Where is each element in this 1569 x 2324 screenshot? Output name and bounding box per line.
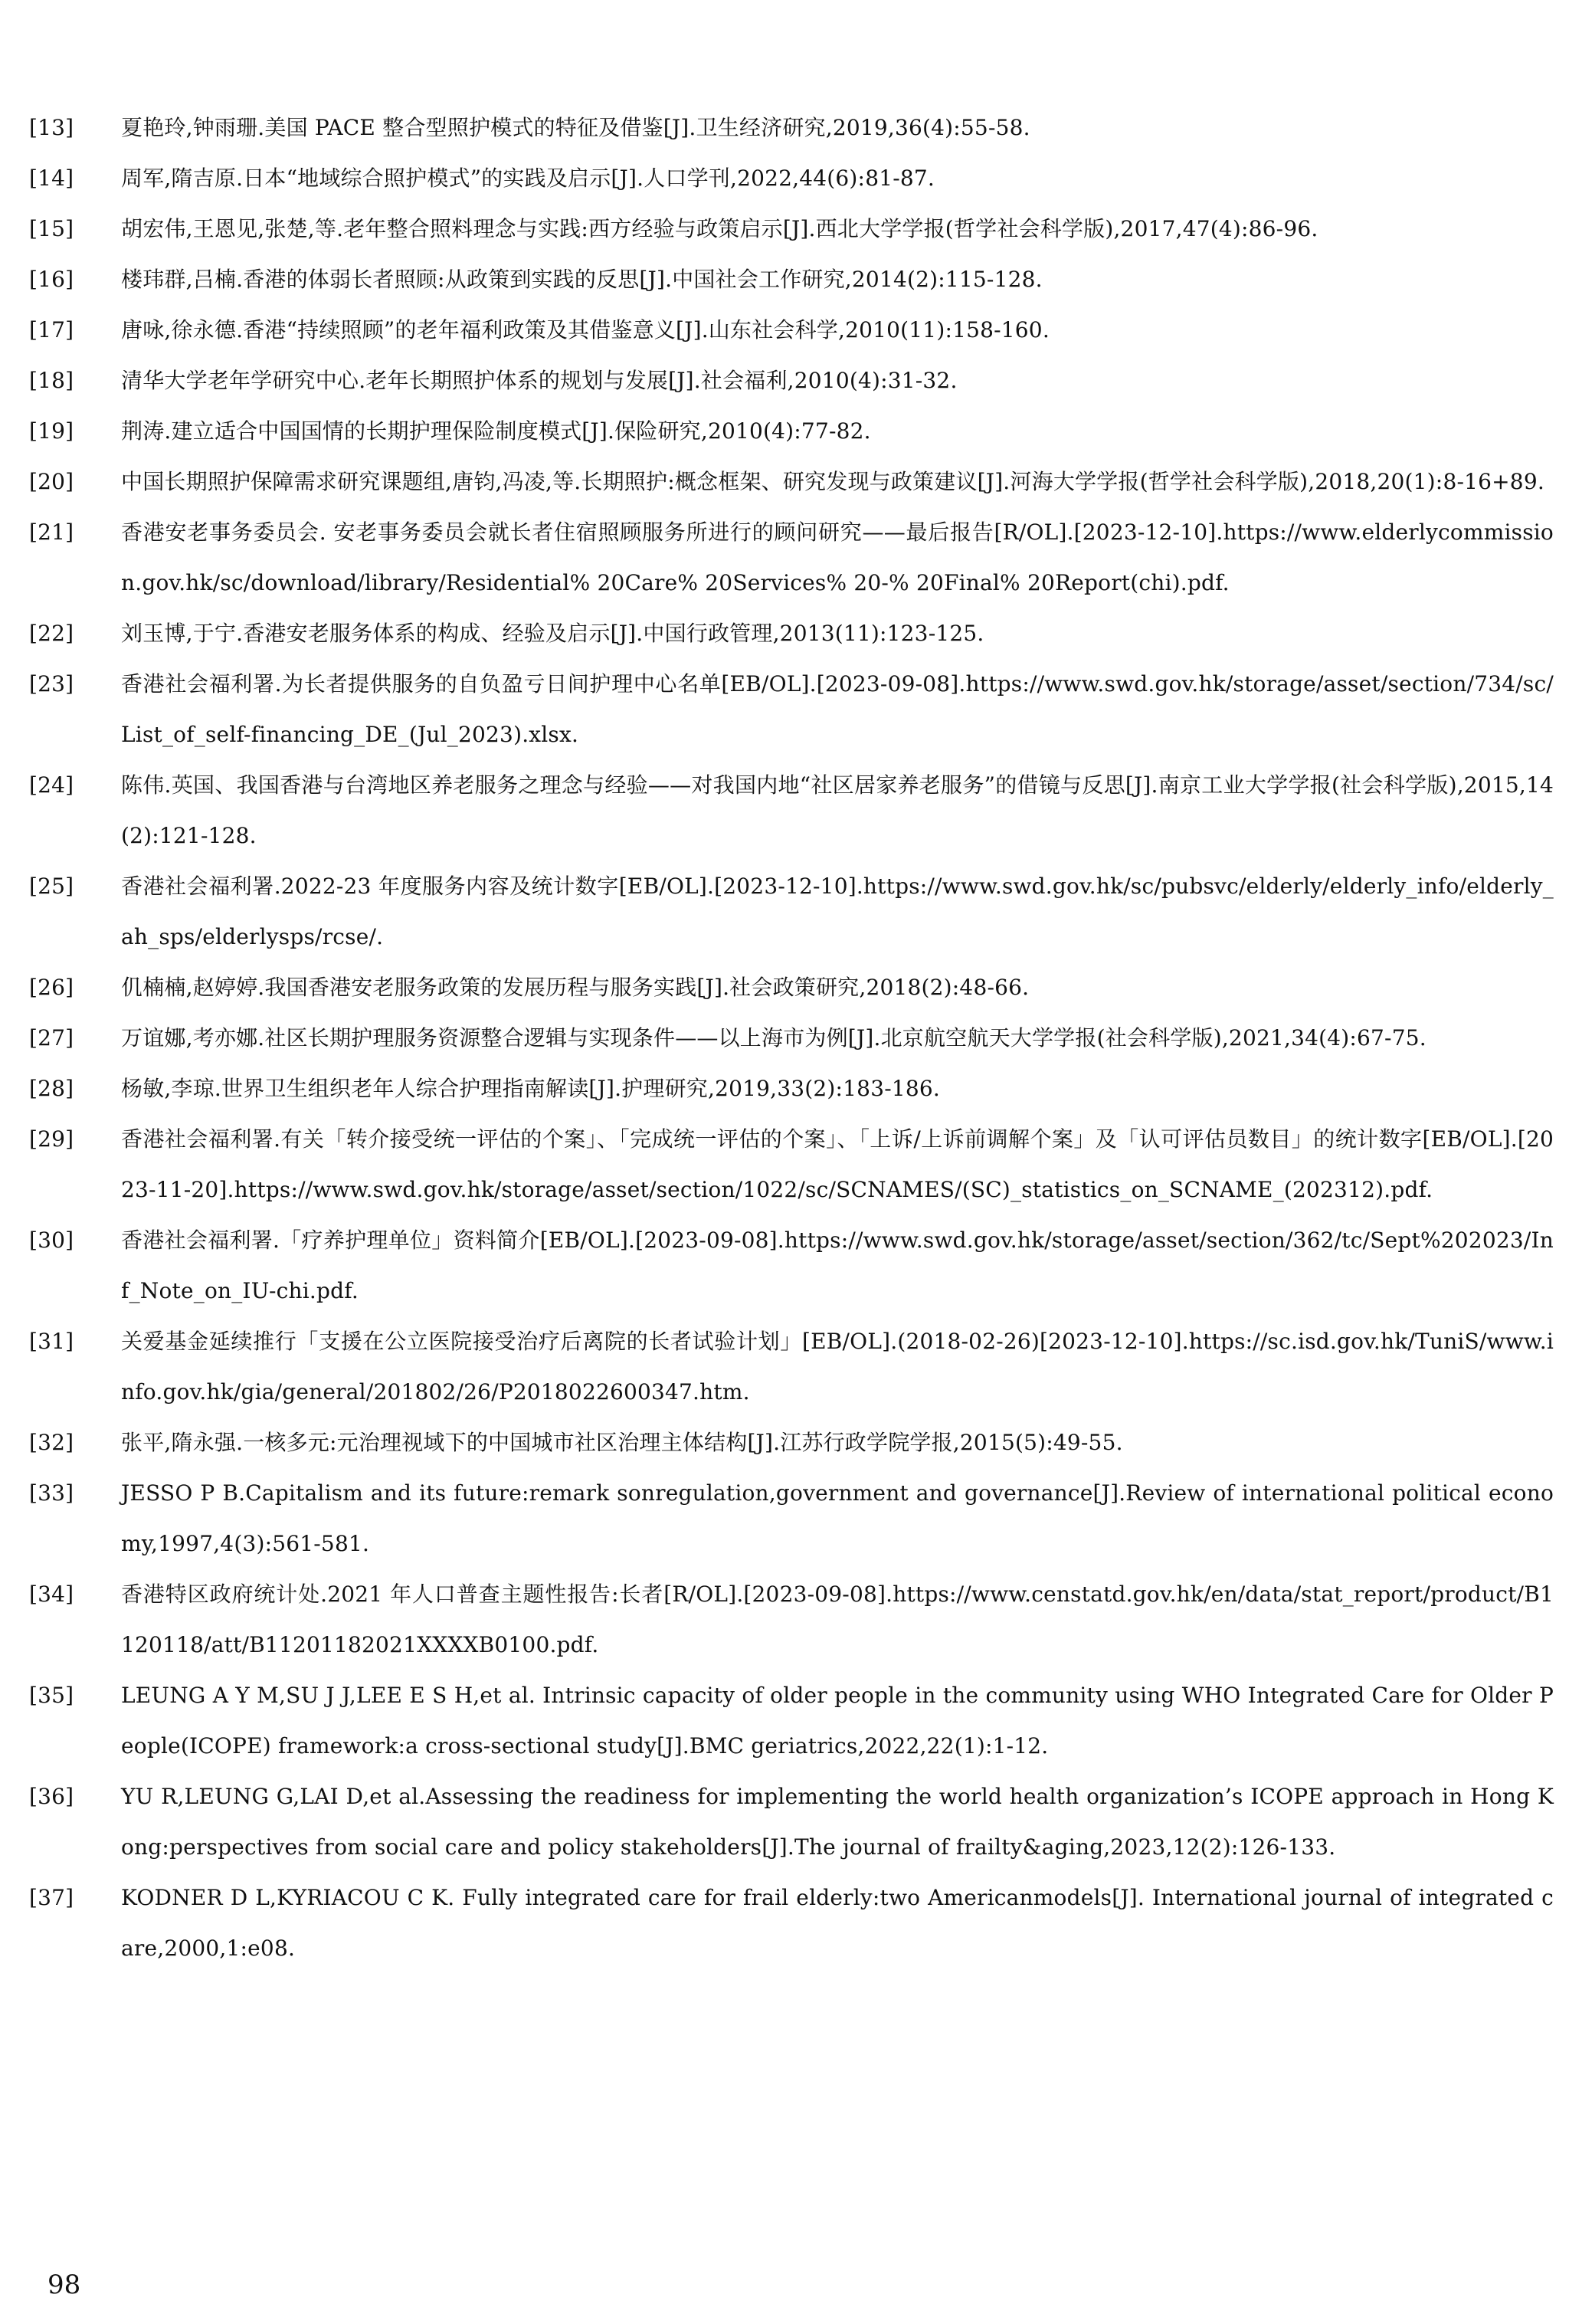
reference-item <box>29 1772 1554 1873</box>
reference-text: 荆涛.建立适合中国国情的长期护理保险制度模式[J].保险研究,2010(4):77-82. <box>121 418 871 444</box>
reference-number: [29] <box>29 1126 74 1152</box>
reference-number: [25] <box>29 874 74 899</box>
reference-number: [31] <box>29 1329 74 1354</box>
reference-number: [18] <box>29 368 74 393</box>
reference-text: LEUNG A Y M,SU J J,LEE E S H,et al. Intrinsic capacity of older people in the community using WHO Integrated Care for Older People(ICOPE) framework:a cross-sectional study[J].BMC geriatrics,2022,22(1):1-12. <box>121 1683 1554 1759</box>
reference-text: 陈伟.英国、我国香港与台湾地区养老服务之理念与经验——对我国内地“社区居家养老服务”的借镜与反思[J].南京工业大学学报(社会科学版),2015,14(2):121-128. <box>121 772 1554 848</box>
reference-number: [15] <box>29 216 74 241</box>
reference-item <box>29 1569 1554 1670</box>
reference-number: [30] <box>29 1228 74 1253</box>
reference-item <box>29 1418 1554 1468</box>
reference-number: [21] <box>29 520 74 545</box>
reference-number: [17] <box>29 317 74 343</box>
reference-text: 仉楠楠,赵婷婷.我国香港安老服务政策的发展历程与服务实践[J].社会政策研究,2018(2):48-66. <box>121 975 1030 1000</box>
reference-text: 香港安老事务委员会. 安老事务委员会就长者住宿照顾服务所进行的顾问研究——最后报告[R/OL].[2023-12-10].https://www.elderlycommission.gov.hk/sc/download/library/Residential% 20Care% 20Services% 20-% 20Final% 20Report(chi).pdf. <box>121 520 1554 595</box>
reference-item <box>29 507 1554 608</box>
reference-text: 周军,隋吉原.日本“地域综合照护模式”的实践及启示[J].人口学刊,2022,44(6):81-87. <box>121 166 935 191</box>
reference-text: 香港特区政府统计处.2021 年人口普查主题性报告:长者[R/OL].[2023-09-08].https://www.censtatd.gov.hk/en/data/stat_report/product/B1120118/att/B11201182021XXXXB0100.pdf. <box>121 1582 1554 1657</box>
page-number: 98 <box>47 2270 81 2300</box>
reference-item <box>29 305 1554 356</box>
reference-text: 香港社会福利署.2022-23 年度服务内容及统计数字[EB/OL].[2023-12-10].https://www.swd.gov.hk/sc/pubsvc/elderly/elderly_info/elderly_ah_sps/elderlysps/rcse/. <box>121 874 1554 949</box>
reference-item <box>29 659 1554 760</box>
reference-item <box>29 962 1554 1013</box>
reference-item <box>29 861 1554 962</box>
reference-item <box>29 103 1554 153</box>
reference-item <box>29 1468 1554 1569</box>
reference-text: KODNER D L,KYRIACOU C K. Fully integrated care for frail elderly:two Americanmodels[J]. International journal of integrated care,2000,1:e08. <box>121 1885 1554 1961</box>
reference-item <box>29 254 1554 305</box>
reference-number: [32] <box>29 1430 74 1455</box>
reference-item <box>29 457 1554 507</box>
reference-number: [26] <box>29 975 74 1000</box>
reference-item <box>29 153 1554 204</box>
reference-item <box>29 760 1554 861</box>
reference-number: [16] <box>29 267 74 292</box>
reference-text: 香港社会福利署.「疗养护理单位」资料简介[EB/OL].[2023-09-08].https://www.swd.gov.hk/storage/asset/section/362/tc/Sept%202023/Inf_Note_on_IU-chi.pdf. <box>121 1228 1554 1303</box>
reference-number: [33] <box>29 1480 74 1506</box>
reference-number: [35] <box>29 1683 74 1708</box>
reference-item <box>29 1064 1554 1114</box>
reference-text: 万谊娜,考亦娜.社区长期护理服务资源整合逻辑与实现条件——以上海市为例[J].北京航空航天大学学报(社会科学版),2021,34(4):67-75. <box>121 1025 1427 1051</box>
reference-text: 杨敏,李琼.世界卫生组织老年人综合护理指南解读[J].护理研究,2019,33(2):183-186. <box>121 1076 941 1101</box>
reference-text: 香港社会福利署.为长者提供服务的自负盈亏日间护理中心名单[EB/OL].[2023-09-08].https://www.swd.gov.hk/storage/asset/section/734/sc/List_of_self-financing_DE_(Jul_2023).xlsx. <box>121 671 1554 747</box>
reference-text: 张平,隋永强.一核多元:元治理视域下的中国城市社区治理主体结构[J].江苏行政学院学报,2015(5):49-55. <box>121 1430 1123 1455</box>
reference-item <box>29 608 1554 659</box>
reference-text: 唐咏,徐永德.香港“持续照顾”的老年福利政策及其借鉴意义[J].山东社会科学,2010(11):158-160. <box>121 317 1050 343</box>
reference-item <box>29 204 1554 254</box>
reference-text: JESSO P B.Capitalism and its future:remark sonregulation,government and governance[J].Review of international political economy,1997,4(3):561-581. <box>121 1480 1554 1556</box>
reference-item <box>29 1114 1554 1215</box>
reference-number: [20] <box>29 469 74 494</box>
reference-number: [27] <box>29 1025 74 1051</box>
reference-number: [19] <box>29 418 74 444</box>
reference-text: 刘玉博,于宁.香港安老服务体系的构成、经验及启示[J].中国行政管理,2013(11):123-125. <box>121 621 984 646</box>
reference-text: 中国长期照护保障需求研究课题组,唐钧,冯凌,等.长期照护:概念框架、研究发现与政策建议[J].河海大学学报(哲学社会科学版),2018,20(1):8-16+89. <box>121 469 1544 494</box>
reference-number: [23] <box>29 671 74 697</box>
reference-text: 楼玮群,吕楠.香港的体弱长者照顾:从政策到实践的反思[J].中国社会工作研究,2014(2):115-128. <box>121 267 1043 292</box>
reference-item <box>29 356 1554 406</box>
reference-number: [28] <box>29 1076 74 1101</box>
reference-number: [37] <box>29 1885 74 1910</box>
reference-list <box>29 103 1554 1974</box>
reference-item <box>29 1215 1554 1316</box>
reference-item <box>29 1013 1554 1064</box>
reference-number: [24] <box>29 772 74 798</box>
reference-number: [22] <box>29 621 74 646</box>
reference-text: 清华大学老年学研究中心.老年长期照护体系的规划与发展[J].社会福利,2010(4):31-32. <box>121 368 958 393</box>
reference-number: [36] <box>29 1784 74 1809</box>
reference-text: 夏艳玲,钟雨珊.美国 PACE 整合型照护模式的特征及借鉴[J].卫生经济研究,2019,36(4):55-58. <box>121 115 1030 140</box>
reference-text: 香港社会福利署.有关「转介接受统一评估的个案」、「完成统一评估的个案」、「上诉/上诉前调解个案」及「认可评估员数目」的统计数字[EB/OL].[2023-11-20].https://www.swd.gov.hk/storage/asset/section/1022/sc/SCNAMES/(SC)_statistics_on_SCNAME_(202312).pdf. <box>121 1126 1554 1202</box>
reference-number: [34] <box>29 1582 74 1607</box>
reference-item <box>29 1316 1554 1418</box>
reference-item <box>29 406 1554 457</box>
reference-item <box>29 1873 1554 1974</box>
reference-text: 关爱基金延续推行「支援在公立医院接受治疗后离院的长者试验计划」[EB/OL].(2018-02-26)[2023-12-10].https://sc.isd.gov.hk/TuniS/www.info.gov.hk/gia/general/201802/26/P2018022600347.htm. <box>121 1329 1554 1405</box>
reference-item <box>29 1670 1554 1772</box>
reference-number: [13] <box>29 115 74 140</box>
reference-text: 胡宏伟,王恩见,张楚,等.老年整合照料理念与实践:西方经验与政策启示[J].西北大学学报(哲学社会科学版),2017,47(4):86-96. <box>121 216 1318 241</box>
reference-number: [14] <box>29 166 74 191</box>
reference-text: YU R,LEUNG G,LAI D,et al.Assessing the readiness for implementing the world health organization’s ICOPE approach in Hong Kong:perspectives from social care and policy stakeholders[J].The journal of frailty&aging,2023,12(2):126-133. <box>121 1784 1554 1860</box>
